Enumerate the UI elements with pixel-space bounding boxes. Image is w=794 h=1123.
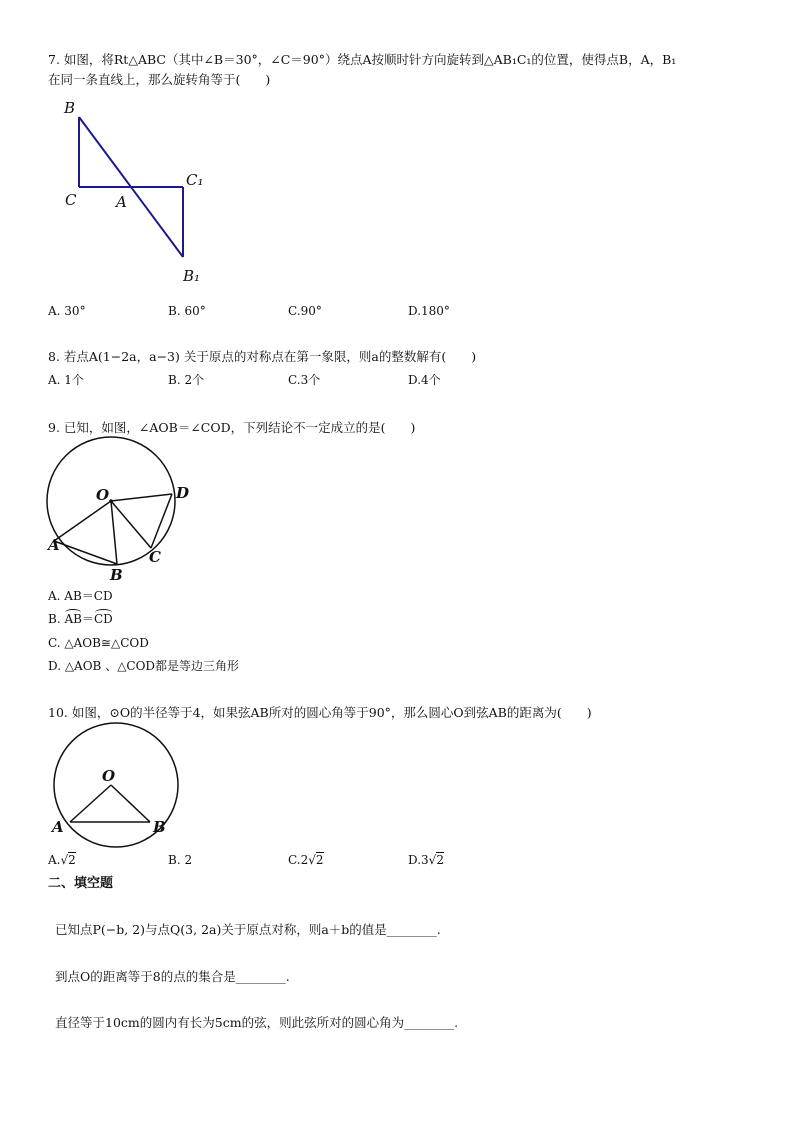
q10-option-d-radicand: 2 (436, 853, 444, 867)
q10-option-c (288, 852, 324, 868)
q10-option-d-sqrt: √2 (428, 853, 444, 867)
q10-option-a-prefix: A. (48, 853, 61, 867)
q10-text: 10. 如图，⊙O的半径等于4，如果弦AB所对的圆心角等于90°，那么圆心O到弦AB的距离为( ) (48, 705, 592, 720)
q7-line2: 在同一条直线上，那么旋转角等于( ) (48, 72, 271, 87)
q10-option-a-sqrt: √2 (60, 853, 76, 867)
q9-option-c: C. △AOB≅△COD (48, 636, 149, 650)
q9-arc-mark-cd (95, 609, 112, 616)
q9-segment-OA (54, 501, 111, 541)
q7-label-A: A (116, 193, 127, 211)
q10-option-c-sqrt: √2 (308, 853, 324, 867)
q9-arc-mark-ab (65, 609, 80, 616)
q9-option-d: D. △AOB 、△COD都是等边三角形 (48, 659, 240, 673)
q9-option-b (48, 611, 113, 627)
q9-arc-cd-text: CD (93, 612, 113, 626)
q7-label-B1: B₁ (183, 267, 201, 285)
q9-label-B: B (110, 566, 123, 584)
q10-option-b (168, 852, 192, 868)
q7-option-a: A. 30° (48, 304, 86, 318)
q9-label-C: C (149, 548, 161, 566)
q9-option-b-prefix: B. (48, 612, 65, 626)
q10-option-a (48, 852, 76, 868)
q8-option-b: B. 2个 (168, 373, 205, 387)
q10-option-c-prefix: C.2 (288, 853, 309, 867)
q10-label-O: O (102, 767, 116, 785)
q10-option-b-prefix: B. 2 (168, 853, 193, 867)
q10-option-a-radicand: 2 (68, 853, 76, 867)
q9-segment-CD (151, 494, 172, 548)
q8-option-a: A. 1个 (48, 373, 84, 387)
section2-title: 二、填空题 (48, 876, 114, 891)
q10-option-c-radicand: 2 (315, 853, 324, 867)
fill-item-3: 直径等于10cm的圆内有长为5cm的弦，则此弦所对的圆心角为________. (55, 1015, 459, 1030)
q9-option-b-arc-cd (94, 611, 113, 627)
q9-segment-OD (111, 494, 172, 501)
q9-option-a: A. AB＝CD (48, 589, 113, 603)
fill-item-1: 已知点P(−b, 2)与点Q(3, 2a)关于原点对称，则a＋b的值是________. (55, 922, 441, 937)
q9-option-b-eq: ＝ (81, 612, 94, 626)
q9-label-O: O (96, 486, 110, 504)
q9-center-dot (109, 499, 113, 503)
q7-label-C: C (65, 191, 77, 209)
q9-arc-ab-text: AB (64, 612, 82, 626)
q8-option-c: C.3个 (288, 373, 321, 387)
fill-item-2: 到点O的距离等于8的点的集合是________. (55, 969, 290, 984)
q7-option-b: B. 60° (168, 304, 206, 318)
q10-label-A: A (52, 818, 64, 836)
q9-circle (47, 437, 175, 565)
q7-option-c: C.90° (288, 304, 322, 318)
q10-segment-OA (70, 785, 111, 822)
q7-label-C1: C₁ (186, 171, 204, 189)
q10-option-d-prefix: D.3 (408, 853, 429, 867)
q8-option-d: D.4个 (408, 373, 441, 387)
q8-text: 8. 若点A(1−2a，a−3) 关于原点的对称点在第一象限，则a的整数解有( ) (48, 349, 477, 364)
q9-option-b-arc-ab (64, 611, 81, 627)
q10-segment-OB (111, 785, 150, 822)
q10-label-B: B (153, 818, 166, 836)
q7-label-B: B (64, 99, 76, 117)
q9-segment-OC (111, 501, 151, 548)
q7-option-d: D.180° (408, 304, 450, 318)
q9-segment-AB (54, 541, 117, 564)
q9-text: 9. 已知，如图，∠AOB＝∠COD，下列结论不一定成立的是( ) (48, 420, 416, 435)
q7-line1: 7. 如图，将Rt△ABC（其中∠B＝30°，∠C＝90°）绕点A按顺时针方向旋转到△AB₁C₁的位置，使得点B，A，B₁ (48, 52, 677, 67)
q9-segment-OB (111, 501, 117, 564)
q9-label-D: D (176, 484, 190, 502)
q10-option-d (408, 852, 444, 868)
q7-segment-BB1 (79, 117, 183, 257)
q9-label-A: A (48, 536, 60, 554)
